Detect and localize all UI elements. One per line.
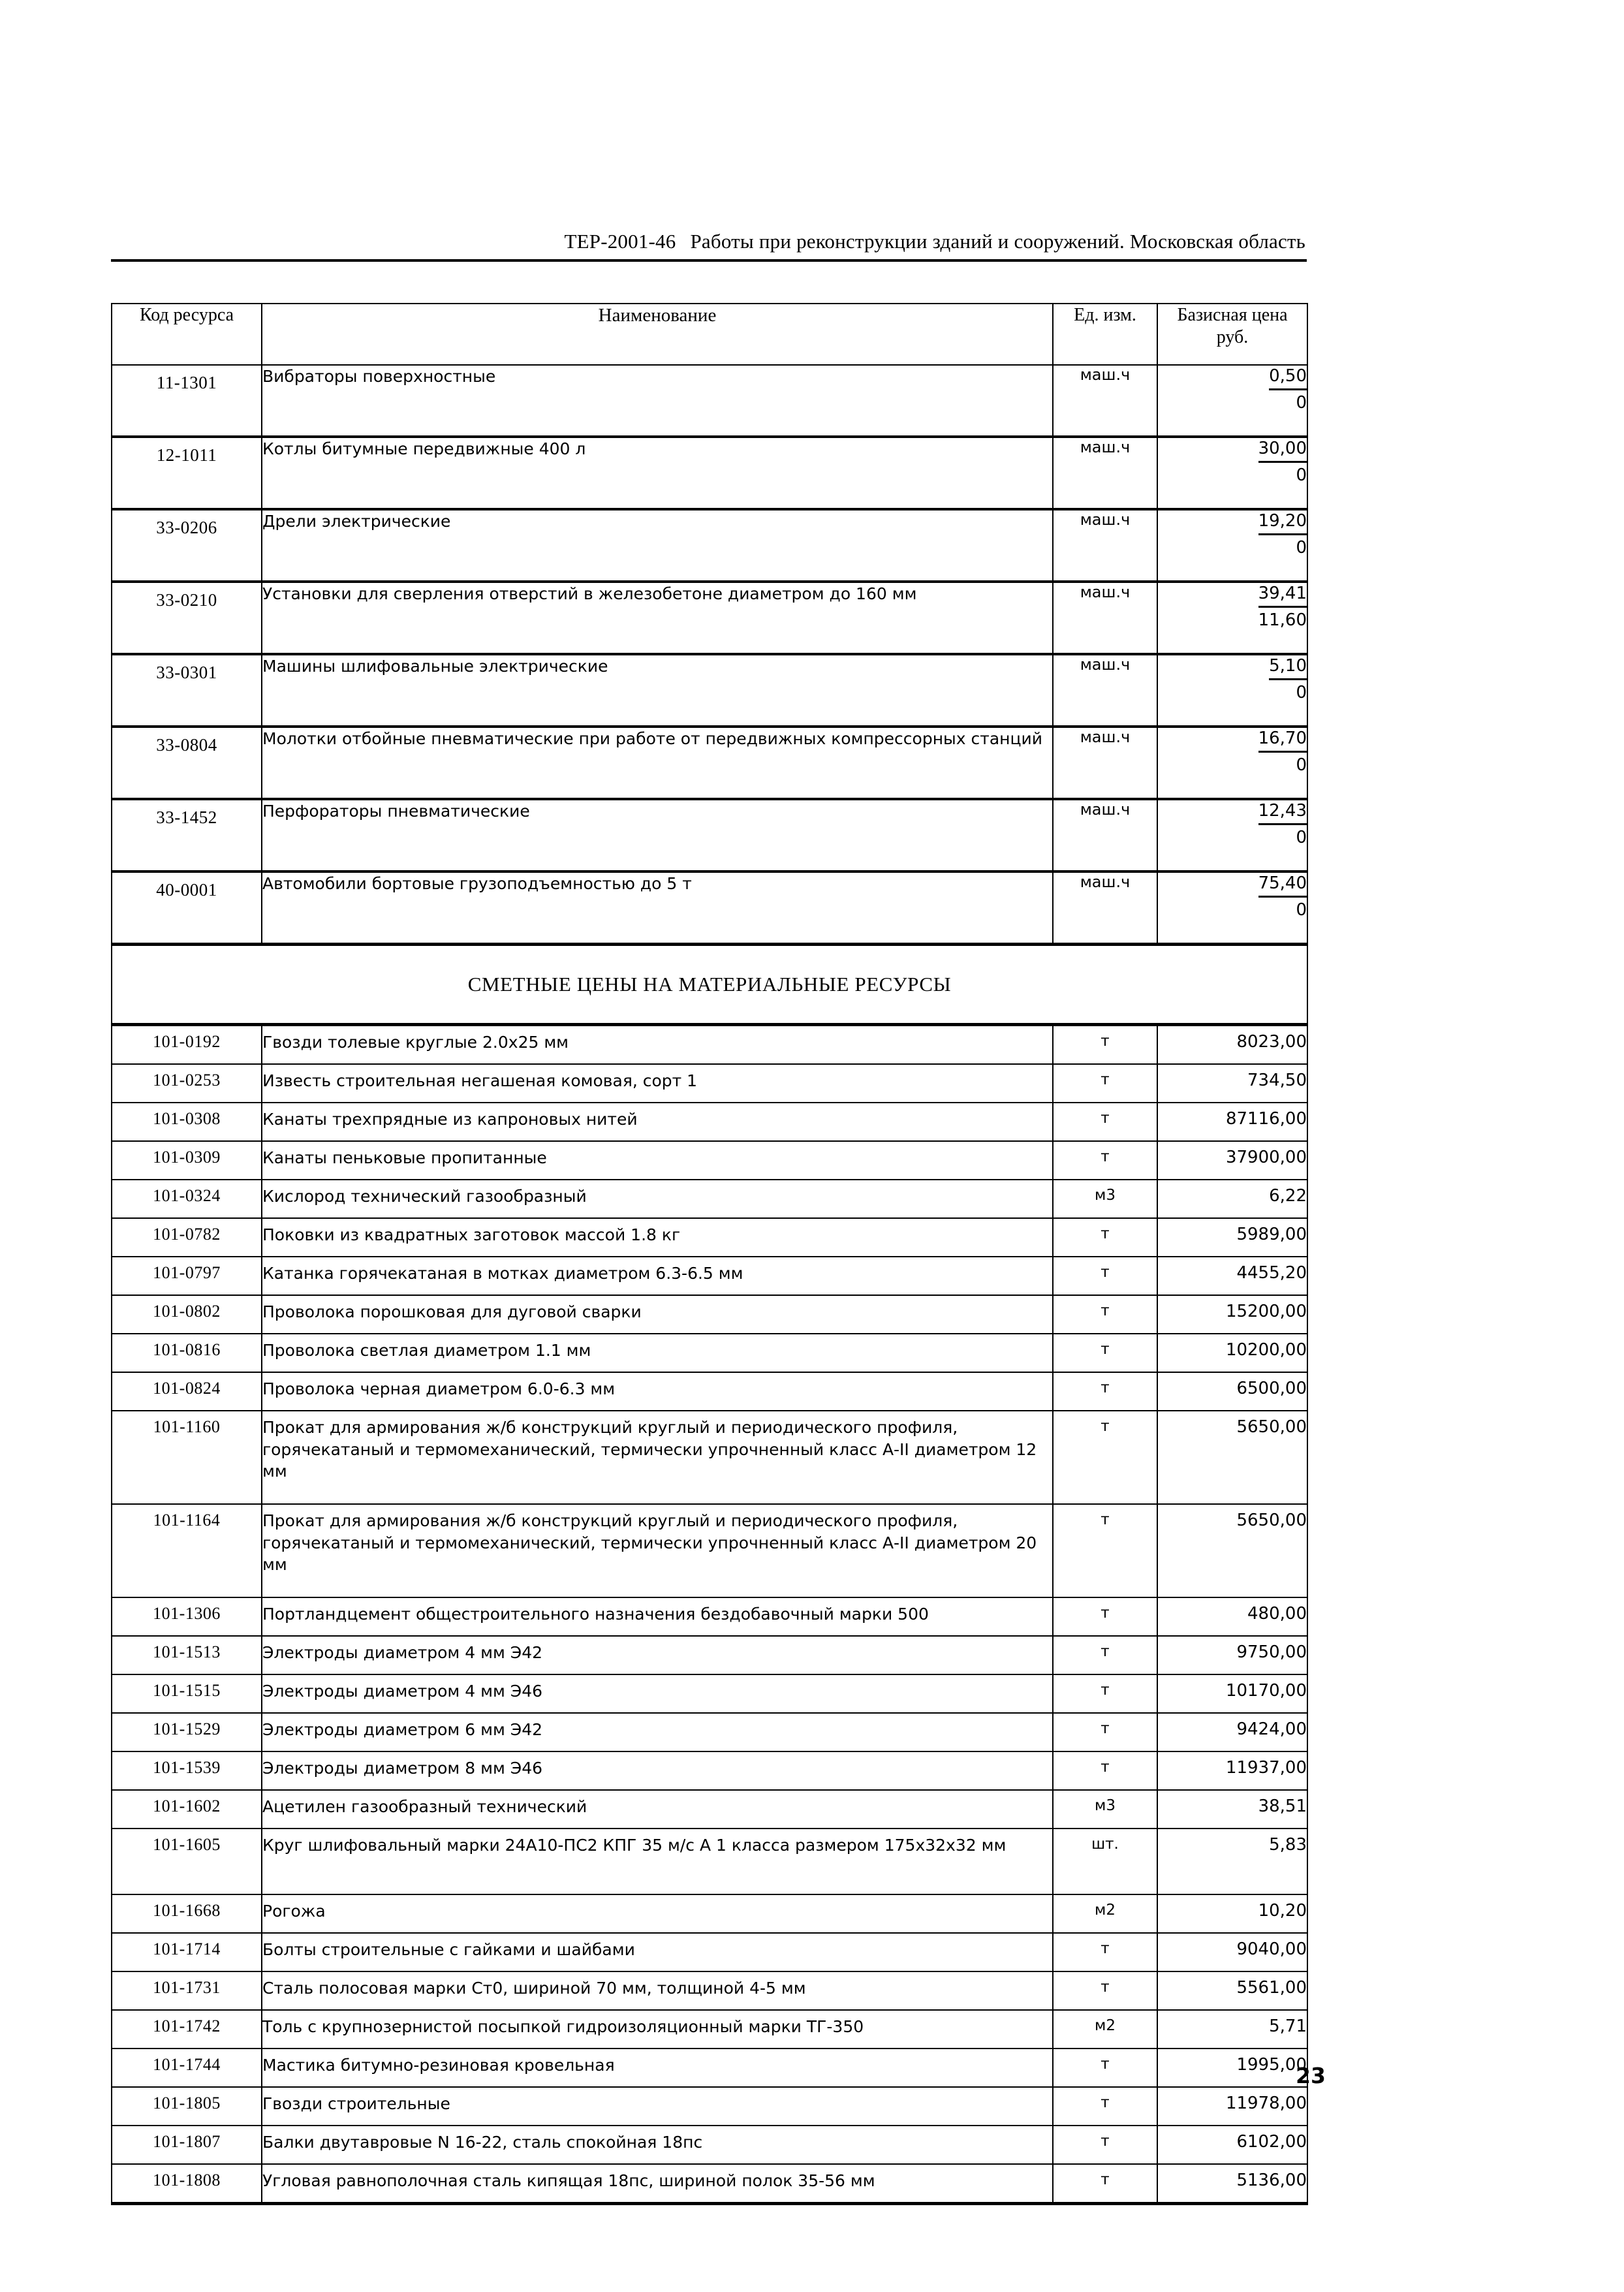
- column-header-price-line1: Базисная цена: [1177, 305, 1288, 325]
- running-head: [111, 230, 1305, 253]
- cell-resource-code: 101-0816: [112, 1334, 262, 1372]
- cell-price: 9040,00: [1157, 1933, 1307, 1971]
- cell-price: [1157, 654, 1307, 727]
- cell-resource-code: 101-1515: [112, 1674, 262, 1713]
- cell-price: 37900,00: [1157, 1141, 1307, 1180]
- cell-unit: т: [1053, 1636, 1157, 1674]
- cell-unit: т: [1053, 1064, 1157, 1103]
- cell-unit: м3: [1053, 1180, 1157, 1218]
- cell-price: 5136,00: [1157, 2164, 1307, 2204]
- table-row: [112, 1829, 1307, 1894]
- cell-price: [1157, 727, 1307, 799]
- cell-price: 6,22: [1157, 1180, 1307, 1218]
- cell-resource-name: Ацетилен газообразный технический: [262, 1790, 1053, 1829]
- document-title: Работы при реконструкции зданий и сооружений. Московская область: [690, 230, 1305, 253]
- cell-price: 5,71: [1157, 2010, 1307, 2049]
- cell-unit: т: [1053, 2087, 1157, 2126]
- cell-resource-code: 11-1301: [112, 365, 262, 437]
- cell-resource-name: Рогожа: [262, 1894, 1053, 1933]
- cell-price-main: 75,40: [1258, 873, 1307, 898]
- section-title-text: СМЕТНЫЕ ЦЕНЫ НА МАТЕРИАЛЬНЫЕ РЕСУРСЫ: [467, 973, 952, 996]
- column-header-unit: Ед. изм.: [1053, 304, 1157, 365]
- cell-resource-code: 101-1742: [112, 2010, 262, 2049]
- cell-price: 6102,00: [1157, 2126, 1307, 2164]
- cell-resource-name: Известь строительная негашеная комовая, сорт 1: [262, 1064, 1053, 1103]
- table-row: [112, 2126, 1307, 2164]
- header-rule: [111, 259, 1307, 262]
- cell-resource-name: Сталь полосовая марки Ст0, шириной 70 мм, толщиной 4-5 мм: [262, 1971, 1053, 2010]
- table-row: [112, 1218, 1307, 1257]
- cell-price-main: 39,41: [1258, 583, 1307, 608]
- cell-resource-name: Установки для сверления отверстий в железобетоне диаметром до 160 мм: [262, 582, 1053, 654]
- cell-unit: т: [1053, 1971, 1157, 2010]
- cell-resource-code: 101-0309: [112, 1141, 262, 1180]
- cell-price: 5561,00: [1157, 1971, 1307, 2010]
- cell-unit: т: [1053, 1411, 1157, 1504]
- cell-resource-code: 101-1805: [112, 2087, 262, 2126]
- cell-resource-code: 40-0001: [112, 871, 262, 945]
- cell-resource-code: 101-0824: [112, 1372, 262, 1411]
- cell-resource-name: Котлы битумные передвижные 400 л: [262, 437, 1053, 509]
- cell-resource-name: Гвозди толевые круглые 2.0х25 мм: [262, 1025, 1053, 1065]
- cell-resource-name: Канаты пеньковые пропитанные: [262, 1141, 1053, 1180]
- table-row: [112, 1597, 1307, 1636]
- cell-price: 5989,00: [1157, 1218, 1307, 1257]
- table-row: [112, 509, 1307, 582]
- cell-resource-name: Молотки отбойные пневматические при работе от передвижных компрессорных станций: [262, 727, 1053, 799]
- cell-unit: маш.ч: [1053, 654, 1157, 727]
- cell-price: 1995,00: [1157, 2049, 1307, 2087]
- cell-price-sub: 0: [1296, 537, 1307, 557]
- cell-price: 6500,00: [1157, 1372, 1307, 1411]
- table-row: [112, 1790, 1307, 1829]
- cell-price: 480,00: [1157, 1597, 1307, 1636]
- cell-resource-code: 101-1539: [112, 1751, 262, 1790]
- table-header-row: [112, 304, 1307, 365]
- cell-resource-code: 101-0324: [112, 1180, 262, 1218]
- cell-price: [1157, 509, 1307, 582]
- cell-price: 5,83: [1157, 1829, 1307, 1894]
- table-head: [112, 304, 1307, 365]
- cell-resource-code: 101-1731: [112, 1971, 262, 2010]
- table-body: [112, 365, 1307, 2204]
- cell-resource-name: Электроды диаметром 4 мм Э46: [262, 1674, 1053, 1713]
- table-row: [112, 1674, 1307, 1713]
- table-row: [112, 437, 1307, 509]
- cell-resource-name: Толь с крупнозернистой посыпкой гидроизоляционный марки ТГ-350: [262, 2010, 1053, 2049]
- cell-price: 38,51: [1157, 1790, 1307, 1829]
- cell-resource-name: Канаты трехпрядные из капроновых нитей: [262, 1103, 1053, 1141]
- cell-price: 734,50: [1157, 1064, 1307, 1103]
- table-row: [112, 1180, 1307, 1218]
- table-row: [112, 799, 1307, 871]
- table-row: [112, 1334, 1307, 1372]
- cell-price: [1157, 871, 1307, 945]
- cell-unit: т: [1053, 1713, 1157, 1751]
- cell-price-sub: 0: [1296, 900, 1307, 920]
- cell-unit: т: [1053, 1141, 1157, 1180]
- cell-unit: т: [1053, 2164, 1157, 2204]
- table-row: [112, 1504, 1307, 1597]
- cell-resource-code: 101-0797: [112, 1257, 262, 1295]
- cell-unit: т: [1053, 1295, 1157, 1334]
- section-title: [112, 945, 1307, 1025]
- cell-resource-name: Поковки из квадратных заготовок массой 1.8 кг: [262, 1218, 1053, 1257]
- cell-price: [1157, 437, 1307, 509]
- cell-unit: т: [1053, 1751, 1157, 1790]
- cell-resource-code: 101-1744: [112, 2049, 262, 2087]
- cell-resource-name: Электроды диаметром 6 мм Э42: [262, 1713, 1053, 1751]
- page-number: 23: [1296, 2063, 1326, 2088]
- cell-unit: т: [1053, 1257, 1157, 1295]
- cell-price-sub: 0: [1296, 465, 1307, 485]
- table-row: [112, 1933, 1307, 1971]
- cell-price: 9750,00: [1157, 1636, 1307, 1674]
- cell-resource-code: 101-0802: [112, 1295, 262, 1334]
- table-row: [112, 1025, 1307, 1065]
- table-row: [112, 1971, 1307, 2010]
- cell-resource-code: 101-1807: [112, 2126, 262, 2164]
- cell-resource-code: 101-0782: [112, 1218, 262, 1257]
- cell-unit: т: [1053, 1025, 1157, 1065]
- cell-resource-code: 101-1668: [112, 1894, 262, 1933]
- cell-unit: маш.ч: [1053, 365, 1157, 437]
- cell-unit: т: [1053, 1504, 1157, 1597]
- cell-unit: маш.ч: [1053, 727, 1157, 799]
- cell-price: 11978,00: [1157, 2087, 1307, 2126]
- table-row: [112, 1411, 1307, 1504]
- cell-resource-name: Круг шлифовальный марки 24А10-ПС2 КПГ 35 м/с А 1 класса размером 175х32х32 мм: [262, 1829, 1053, 1894]
- table-row: [112, 1295, 1307, 1334]
- cell-resource-name: Машины шлифовальные электрические: [262, 654, 1053, 727]
- cell-price: 11937,00: [1157, 1751, 1307, 1790]
- cell-price: 9424,00: [1157, 1713, 1307, 1751]
- cell-unit: т: [1053, 1597, 1157, 1636]
- cell-unit: т: [1053, 1933, 1157, 1971]
- cell-unit: м2: [1053, 2010, 1157, 2049]
- cell-unit: т: [1053, 1334, 1157, 1372]
- cell-resource-name: Проволока порошковая для дуговой сварки: [262, 1295, 1053, 1334]
- cell-price: 15200,00: [1157, 1295, 1307, 1334]
- cell-resource-name: Гвозди строительные: [262, 2087, 1053, 2126]
- cell-price-main: 5,10: [1269, 655, 1307, 680]
- table-row: [112, 1372, 1307, 1411]
- cell-resource-name: Портландцемент общестроительного назначения бездобавочный марки 500: [262, 1597, 1053, 1636]
- cell-resource-name: Автомобили бортовые грузоподъемностью до 5 т: [262, 871, 1053, 945]
- document-code: ТЕР-2001-46: [564, 230, 676, 253]
- table-row: [112, 1141, 1307, 1180]
- cell-unit: маш.ч: [1053, 437, 1157, 509]
- table-row: [112, 2049, 1307, 2087]
- cell-price: 10170,00: [1157, 1674, 1307, 1713]
- cell-price-main: 0,50: [1269, 366, 1307, 390]
- cell-resource-name: Электроды диаметром 4 мм Э42: [262, 1636, 1053, 1674]
- column-header-price: [1157, 304, 1307, 365]
- cell-resource-name: Электроды диаметром 8 мм Э46: [262, 1751, 1053, 1790]
- table-row: [112, 1103, 1307, 1141]
- table-row: [112, 1064, 1307, 1103]
- cell-price-main: 12,43: [1258, 800, 1307, 825]
- table-row: [112, 2164, 1307, 2204]
- cell-price: 5650,00: [1157, 1411, 1307, 1504]
- column-header-code: Код ресурса: [112, 304, 262, 365]
- cell-unit: маш.ч: [1053, 871, 1157, 945]
- table-row: [112, 1894, 1307, 1933]
- cell-unit: м3: [1053, 1790, 1157, 1829]
- cell-resource-name: Проволока светлая диаметром 1.1 мм: [262, 1334, 1053, 1372]
- cell-resource-code: 12-1011: [112, 437, 262, 509]
- cell-price: 4455,20: [1157, 1257, 1307, 1295]
- table-row: [112, 871, 1307, 945]
- cell-resource-name: Прокат для армирования ж/б конструкций круглый и периодического профиля, горячекатаный и термомеханический, термически упрочненный класс А-II диаметром 20 мм: [262, 1504, 1053, 1597]
- cell-price: 8023,00: [1157, 1025, 1307, 1065]
- cell-resource-code: 33-0301: [112, 654, 262, 727]
- table-row: [112, 1636, 1307, 1674]
- cell-unit: м2: [1053, 1894, 1157, 1933]
- cell-unit: т: [1053, 1674, 1157, 1713]
- cell-unit: т: [1053, 2126, 1157, 2164]
- column-header-name: Наименование: [262, 304, 1053, 365]
- cell-resource-code: 101-1714: [112, 1933, 262, 1971]
- table-row: [112, 1713, 1307, 1751]
- cell-unit: т: [1053, 1218, 1157, 1257]
- cell-unit: т: [1053, 2049, 1157, 2087]
- cell-unit: маш.ч: [1053, 582, 1157, 654]
- table-row: [112, 2087, 1307, 2126]
- cell-resource-name: Прокат для армирования ж/б конструкций круглый и периодического профиля, горячекатаный и термомеханический, термически упрочненный класс А-II диаметром 12 мм: [262, 1411, 1053, 1504]
- resource-price-table-container: [111, 303, 1307, 2205]
- table-row: [112, 2010, 1307, 2049]
- cell-price-main: 30,00: [1258, 438, 1307, 463]
- cell-resource-code: 101-1160: [112, 1411, 262, 1504]
- cell-resource-code: 101-1164: [112, 1504, 262, 1597]
- cell-resource-code: 101-1529: [112, 1713, 262, 1751]
- cell-price: 87116,00: [1157, 1103, 1307, 1141]
- cell-resource-code: 33-0804: [112, 727, 262, 799]
- cell-resource-name: Угловая равнополочная сталь кипящая 18пс, шириной полок 35-56 мм: [262, 2164, 1053, 2204]
- table-row: [112, 1257, 1307, 1295]
- cell-unit: шт.: [1053, 1829, 1157, 1894]
- cell-resource-name: Болты строительные с гайками и шайбами: [262, 1933, 1053, 1971]
- cell-resource-code: 101-1306: [112, 1597, 262, 1636]
- cell-resource-code: 33-1452: [112, 799, 262, 871]
- cell-resource-name: Вибраторы поверхностные: [262, 365, 1053, 437]
- cell-resource-name: Проволока черная диаметром 6.0-6.3 мм: [262, 1372, 1053, 1411]
- cell-unit: т: [1053, 1103, 1157, 1141]
- cell-resource-name: Перфораторы пневматические: [262, 799, 1053, 871]
- section-header-row: [112, 945, 1307, 1025]
- cell-resource-name: Катанка горячекатаная в мотках диаметром 6.3-6.5 мм: [262, 1257, 1053, 1295]
- cell-price-sub: 0: [1296, 827, 1307, 847]
- cell-price: [1157, 365, 1307, 437]
- cell-resource-code: 101-0253: [112, 1064, 262, 1103]
- cell-resource-code: 101-1808: [112, 2164, 262, 2204]
- cell-unit: маш.ч: [1053, 509, 1157, 582]
- cell-price-sub: 0: [1296, 392, 1307, 413]
- cell-resource-code: 101-0192: [112, 1025, 262, 1065]
- cell-price: [1157, 799, 1307, 871]
- cell-price-sub: 11,60: [1258, 610, 1307, 630]
- table-row: [112, 365, 1307, 437]
- cell-resource-code: 101-1605: [112, 1829, 262, 1894]
- column-header-price-line2: руб.: [1216, 327, 1249, 348]
- table-row: [112, 654, 1307, 727]
- cell-resource-code: 101-1602: [112, 1790, 262, 1829]
- cell-resource-code: 33-0210: [112, 582, 262, 654]
- cell-price: 10200,00: [1157, 1334, 1307, 1372]
- cell-price: 10,20: [1157, 1894, 1307, 1933]
- cell-price: [1157, 582, 1307, 654]
- cell-resource-name: Мастика битумно-резиновая кровельная: [262, 2049, 1053, 2087]
- cell-unit: т: [1053, 1372, 1157, 1411]
- cell-unit: маш.ч: [1053, 799, 1157, 871]
- table-row: [112, 582, 1307, 654]
- cell-resource-name: Кислород технический газообразный: [262, 1180, 1053, 1218]
- cell-resource-name: Дрели электрические: [262, 509, 1053, 582]
- cell-price: 5650,00: [1157, 1504, 1307, 1597]
- cell-resource-code: 101-0308: [112, 1103, 262, 1141]
- cell-resource-name: Балки двутавровые N 16-22, сталь спокойная 18пс: [262, 2126, 1053, 2164]
- cell-price-main: 19,20: [1258, 510, 1307, 535]
- table-row: [112, 1751, 1307, 1790]
- cell-price-main: 16,70: [1258, 728, 1307, 753]
- cell-resource-code: 33-0206: [112, 509, 262, 582]
- cell-price-sub: 0: [1296, 682, 1307, 702]
- cell-resource-code: 101-1513: [112, 1636, 262, 1674]
- cell-price-sub: 0: [1296, 755, 1307, 775]
- resource-price-table: [111, 303, 1308, 2205]
- table-row: [112, 727, 1307, 799]
